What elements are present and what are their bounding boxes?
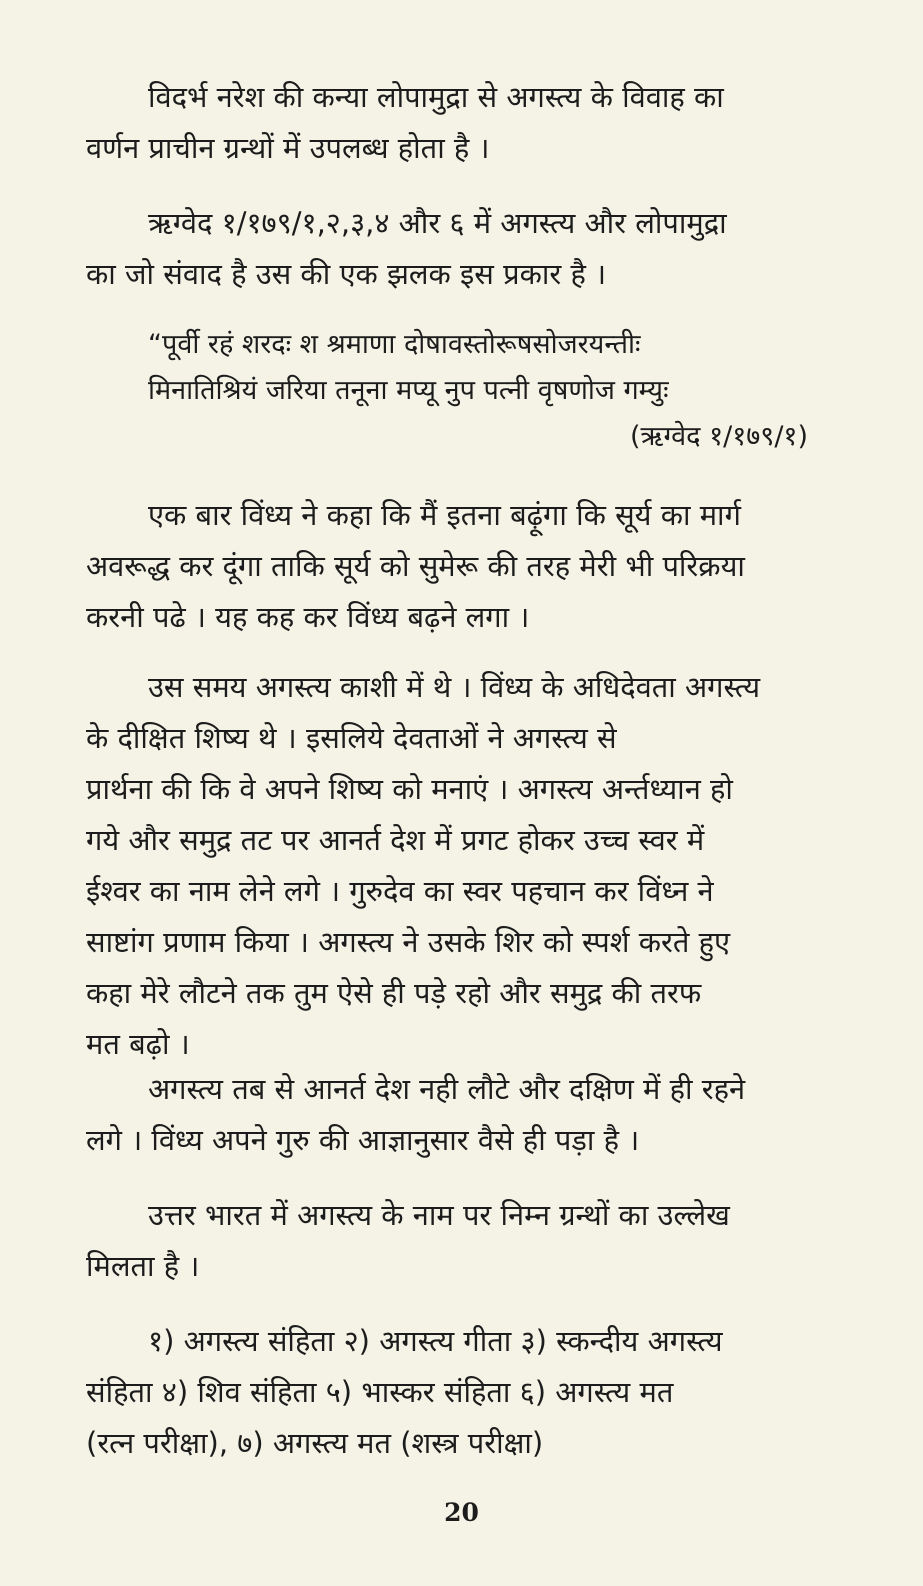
verse-reference: (ऋग्वेद १/१७९/१) [629,421,808,452]
text-line: करनी पढे । यह कह कर विंध्य बढ़ने लगा । [86,600,530,634]
text-line: साष्टांग प्रणाम किया । अगस्त्य ने उसके शिर को स्पर्श करते हुए [86,925,731,959]
text-line: प्रार्थना की कि वे अपने शिष्य को मनाएं । अगस्त्य अर्न्तध्यान हो [86,772,733,806]
text-line: के दीक्षित शिष्य थे । इसलिये देवताओं ने अगस्त्य से [86,721,617,755]
paragraph-south [86,1064,858,1166]
text-line: उत्तर भारत में अगस्त्य के नाम पर निम्न ग्रन्थों का उल्लेख [148,1198,730,1232]
text-line: विदर्भ नरेश की कन्या लोपामुद्रा से अगस्त्य के विवाह का [148,80,724,114]
text-line: अवरूद्ध कर दूंगा ताकि सूर्य को सुमेरू की तरह मेरी भी परिक्रया [86,549,745,583]
text-line: ईश्वर का नाम लेने लगे । गुरुदेव का स्वर पहचान कर विंध्न ने [86,874,714,908]
text-line: उस समय अगस्त्य काशी में थे । विंध्य के अधिदेवता अगस्त्य [148,670,761,704]
text-line: अगस्त्य तब से आनर्त देश नही लौटे और दक्षिण में ही रहने [148,1072,746,1106]
text-line: मिलता है । [86,1249,200,1283]
text-line: वर्णन प्राचीन ग्रन्थों में उपलब्ध होता है । [86,131,490,165]
paragraph-texts-intro [86,1190,858,1292]
paragraph-rigveda [86,198,858,300]
paragraph-texts-list [86,1316,858,1469]
text-line: ऋग्वेद १/१७९/१,२,३,४ और ६ में अगस्त्य और लोपामुद्रा [148,206,727,240]
verse-quote [148,322,848,460]
paragraph-vindhya [86,490,858,643]
paragraph-kashi [86,662,858,1070]
page-number: 20 [444,1498,479,1527]
text-line: १) अगस्त्य संहिता २) अगस्त्य गीता ३) स्कन्दीय अगस्त्य [148,1324,723,1358]
text-line: लगे । विंध्य अपने गुरु की आज्ञानुसार वैसे ही पड़ा है । [86,1123,640,1157]
verse-line: मिनातिश्रियं जरिया तनूना मप्यू नुप पत्नी वृषणोज गम्युः [148,375,669,406]
text-line: का जो संवाद है उस की एक झलक इस प्रकार है । [86,257,607,291]
text-line: गये और समुद्र तट पर आनर्त देश में प्रगट होकर उच्च स्वर में [86,823,705,857]
text-line: संहिता ४) शिव संहिता ५) भास्कर संहिता ६) अगस्त्य मत [86,1375,674,1409]
verse-line: “पूर्वी रहं शरदः श श्रमाणा दोषावस्तोरूषसोजरयन्तीः [148,329,641,360]
paragraph-marriage [86,72,858,174]
text-line: कहा मेरे लौटने तक तुम ऐसे ही पड़े रहो और समुद्र की तरफ [86,976,702,1010]
text-line: मत बढ़ो । [86,1027,190,1061]
text-line: (रत्न परीक्षा), ७) अगस्त्य मत (शस्त्र परीक्षा) [86,1426,544,1460]
text-line: एक बार विंध्य ने कहा कि मैं इतना बढ़ूंगा कि सूर्य का मार्ग [148,498,741,532]
